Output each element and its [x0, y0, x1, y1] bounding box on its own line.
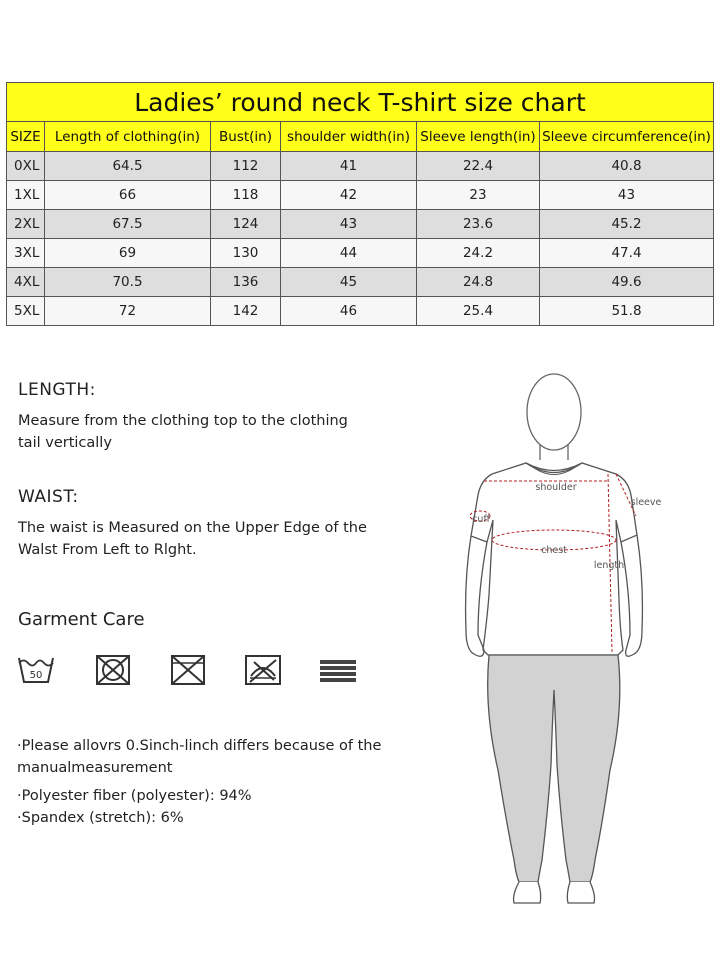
shoulder-label: shoulder — [535, 482, 577, 493]
table-cell: 25.4 — [417, 297, 540, 326]
note-spandex: ·Spandex (stretch): 6% — [17, 810, 184, 826]
do-not-dry-clean-icon — [244, 654, 282, 686]
garment-care-icons — [17, 654, 367, 688]
table-cell: 46 — [281, 297, 417, 326]
table-cell: 72 — [45, 297, 211, 326]
table-cell: 64.5 — [45, 152, 211, 181]
do-not-tumble-dry-icon — [95, 654, 131, 686]
table-cell: 43 — [540, 181, 714, 210]
length-description: Measure from the clothing top to the clothing tail vertically — [18, 413, 348, 451]
do-not-iron-icon — [170, 654, 206, 686]
size-cell: 5XL — [7, 297, 45, 326]
table-cell: 67.5 — [45, 210, 211, 239]
table-cell: 24.8 — [417, 268, 540, 297]
column-header: Sleeve length(in) — [417, 122, 540, 152]
size-cell: 1XL — [7, 181, 45, 210]
table-cell: 43 — [281, 210, 417, 239]
dry-flat-icon — [318, 654, 358, 686]
garment-care-heading: Garment Care — [18, 609, 145, 630]
table-cell: 112 — [211, 152, 281, 181]
size-chart-title: Ladies’ round neck T-shirt size chart — [7, 83, 714, 122]
column-header: shoulder width(in) — [281, 122, 417, 152]
table-cell: 130 — [211, 239, 281, 268]
column-header: Sleeve circumference(in) — [540, 122, 714, 152]
cuff-label: cuff — [472, 514, 490, 525]
size-cell: 2XL — [7, 210, 45, 239]
table-cell: 136 — [211, 268, 281, 297]
table-cell: 23 — [417, 181, 540, 210]
table-cell: 69 — [45, 239, 211, 268]
table-cell: 41 — [281, 152, 417, 181]
size-chart-table — [6, 82, 714, 326]
product-notes — [17, 735, 387, 829]
size-cell: 0XL — [7, 152, 45, 181]
table-row — [7, 297, 714, 326]
table-cell: 23.6 — [417, 210, 540, 239]
table-row — [7, 181, 714, 210]
table-cell: 142 — [211, 297, 281, 326]
table-cell: 42 — [281, 181, 417, 210]
table-cell: 66 — [45, 181, 211, 210]
table-row — [7, 152, 714, 181]
table-cell: 45.2 — [540, 210, 714, 239]
waist-heading: WAIST: — [18, 487, 79, 507]
table-cell: 124 — [211, 210, 281, 239]
chest-label: chest — [541, 545, 567, 556]
body-measurement-figure — [456, 370, 666, 915]
table-cell: 70.5 — [45, 268, 211, 297]
note-polyester: ·Polyester fiber (polyester): 94% — [17, 788, 252, 804]
column-header: Bust(in) — [211, 122, 281, 152]
table-row — [7, 268, 714, 297]
table-cell: 24.2 — [417, 239, 540, 268]
length-label: length — [593, 560, 625, 571]
table-cell: 49.6 — [540, 268, 714, 297]
wash-temperature-label: 50 — [29, 670, 43, 681]
table-cell: 40.8 — [540, 152, 714, 181]
size-cell: 4XL — [7, 268, 45, 297]
note-measurement: ·Please allovrs 0.Sinch-linch differs because of the manualmeasurement — [17, 738, 382, 776]
table-row — [7, 210, 714, 239]
table-cell: 118 — [211, 181, 281, 210]
sleeve-label: sleeve — [630, 497, 662, 508]
column-header: Length of clothing(in) — [45, 122, 211, 152]
figure-head — [527, 374, 581, 450]
size-cell: 3XL — [7, 239, 45, 268]
length-heading: LENGTH: — [18, 380, 96, 400]
table-row — [7, 239, 714, 268]
table-cell: 22.4 — [417, 152, 540, 181]
table-cell: 51.8 — [540, 297, 714, 326]
figure-leggings — [488, 655, 620, 882]
waist-description: The waist is Measured on the Upper Edge of the Walst From Left to Rlght. — [18, 520, 367, 558]
table-cell: 45 — [281, 268, 417, 297]
wash-50-icon — [17, 654, 55, 686]
table-cell: 47.4 — [540, 239, 714, 268]
column-header: SIZE — [7, 122, 45, 152]
size-chart-header-row — [7, 122, 714, 152]
table-cell: 44 — [281, 239, 417, 268]
